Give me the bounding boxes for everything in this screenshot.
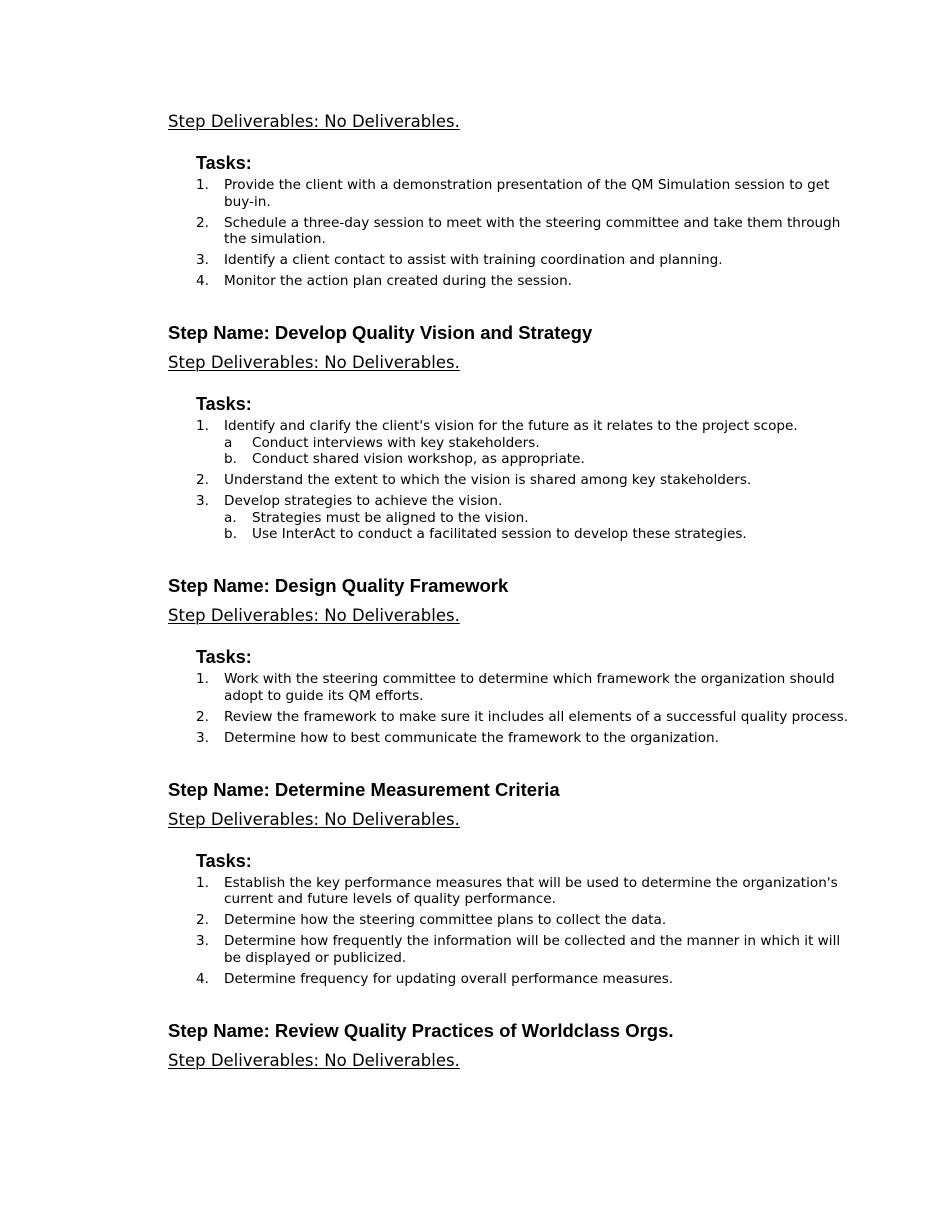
task-item — [196, 671, 858, 704]
step-section — [168, 322, 858, 543]
task-number: 4. — [196, 273, 209, 289]
task-list — [168, 875, 858, 988]
subtask-marker: b. — [224, 526, 237, 542]
task-list — [168, 671, 858, 746]
task-item — [196, 418, 858, 468]
subtask-item — [224, 510, 858, 527]
task-item — [196, 472, 858, 489]
task-number: 1. — [196, 671, 209, 687]
task-number: 3. — [196, 493, 209, 509]
task-text: Identify a client contact to assist with training coordination and planning. — [224, 252, 723, 268]
step-name-heading: Step Name: Develop Quality Vision and Strategy — [168, 322, 593, 343]
subtask-marker: a — [224, 434, 233, 451]
task-text: Determine how frequently the information will be collected and the manner in which it will be displayed or publicized. — [224, 933, 841, 966]
task-item — [196, 273, 858, 290]
tasks-heading: Tasks: — [196, 850, 252, 871]
task-text: Determine frequency for updating overall performance measures. — [224, 970, 674, 987]
task-item — [196, 730, 858, 747]
task-text: Schedule a three-day session to meet with the steering committee and take them through the simulation. — [224, 214, 841, 247]
task-text: Determine how the steering committee plans to collect the data. — [224, 912, 667, 928]
subtask-list — [224, 435, 858, 468]
task-list — [168, 418, 858, 543]
step-section — [168, 779, 858, 988]
subtask-text: Conduct shared vision workshop, as appropriate. — [252, 451, 585, 467]
task-text: Develop strategies to achieve the vision. — [224, 493, 503, 509]
task-text: Work with the steering committee to determine which framework the organization should adopt to guide its QM efforts. — [224, 671, 835, 704]
subtask-item — [224, 526, 858, 543]
task-text: Identify and clarify the client's vision for the future as it relates to the project scope. — [224, 418, 798, 434]
step-deliverables: Step Deliverables: No Deliverables. — [168, 1050, 460, 1070]
document-page — [168, 111, 858, 1072]
task-text: Review the framework to make sure it includes all elements of a successful quality process. — [224, 708, 849, 725]
task-list — [168, 177, 858, 290]
step-deliverables: Step Deliverables: No Deliverables. — [168, 112, 460, 131]
step-deliverables: Step Deliverables: No Deliverables. — [168, 353, 460, 372]
tasks-heading: Tasks: — [196, 153, 252, 173]
task-text: Establish the key performance measures that will be used to determine the organization's current and future levels of quality performance. — [224, 874, 838, 907]
step-name-heading: Step Name: Design Quality Framework — [168, 575, 509, 596]
subtask-text: Conduct interviews with key stakeholders. — [252, 434, 540, 451]
task-number: 3. — [196, 729, 209, 746]
task-number: 1. — [196, 418, 209, 434]
step-deliverables: Step Deliverables: No Deliverables. — [168, 809, 460, 829]
tasks-heading: Tasks: — [196, 394, 252, 414]
task-number: 1. — [196, 874, 209, 891]
step-section — [168, 111, 858, 290]
subtask-text: Strategies must be aligned to the vision. — [252, 509, 529, 526]
task-text: Provide the client with a demonstration presentation of the QM Simulation session to get buy-in. — [224, 177, 830, 210]
step-section — [168, 1020, 858, 1072]
subtask-item — [224, 435, 858, 452]
task-text: Monitor the action plan created during the session. — [224, 273, 573, 289]
task-item — [196, 933, 858, 966]
task-item — [196, 252, 858, 269]
task-number: 2. — [196, 912, 209, 928]
subtask-marker: b. — [224, 451, 237, 467]
task-item — [196, 971, 858, 988]
task-number: 2. — [196, 472, 209, 488]
step-section — [168, 575, 858, 746]
task-number: 2. — [196, 214, 209, 231]
task-number: 1. — [196, 177, 209, 193]
subtask-text: Use InterAct to conduct a facilitated session to develop these strategies. — [252, 526, 747, 542]
task-number: 2. — [196, 708, 209, 725]
tasks-heading: Tasks: — [196, 647, 252, 667]
task-item — [196, 493, 858, 543]
step-name-heading: Step Name: Review Quality Practices of Worldclass Orgs. — [168, 1019, 674, 1041]
subtask-list — [224, 510, 858, 543]
step-deliverables: Step Deliverables: No Deliverables. — [168, 606, 460, 625]
task-text: Understand the extent to which the vision is shared among key stakeholders. — [224, 472, 752, 488]
task-number: 3. — [196, 933, 209, 949]
task-item — [196, 709, 858, 726]
task-item — [196, 875, 858, 908]
task-item — [196, 215, 858, 248]
task-number: 4. — [196, 970, 209, 987]
task-number: 3. — [196, 252, 209, 268]
subtask-item — [224, 451, 858, 468]
step-name-heading: Step Name: Determine Measurement Criteria — [168, 778, 560, 800]
task-text: Determine how to best communicate the framework to the organization. — [224, 729, 719, 746]
subtask-marker: a. — [224, 509, 237, 526]
task-item — [196, 912, 858, 929]
task-item — [196, 177, 858, 210]
